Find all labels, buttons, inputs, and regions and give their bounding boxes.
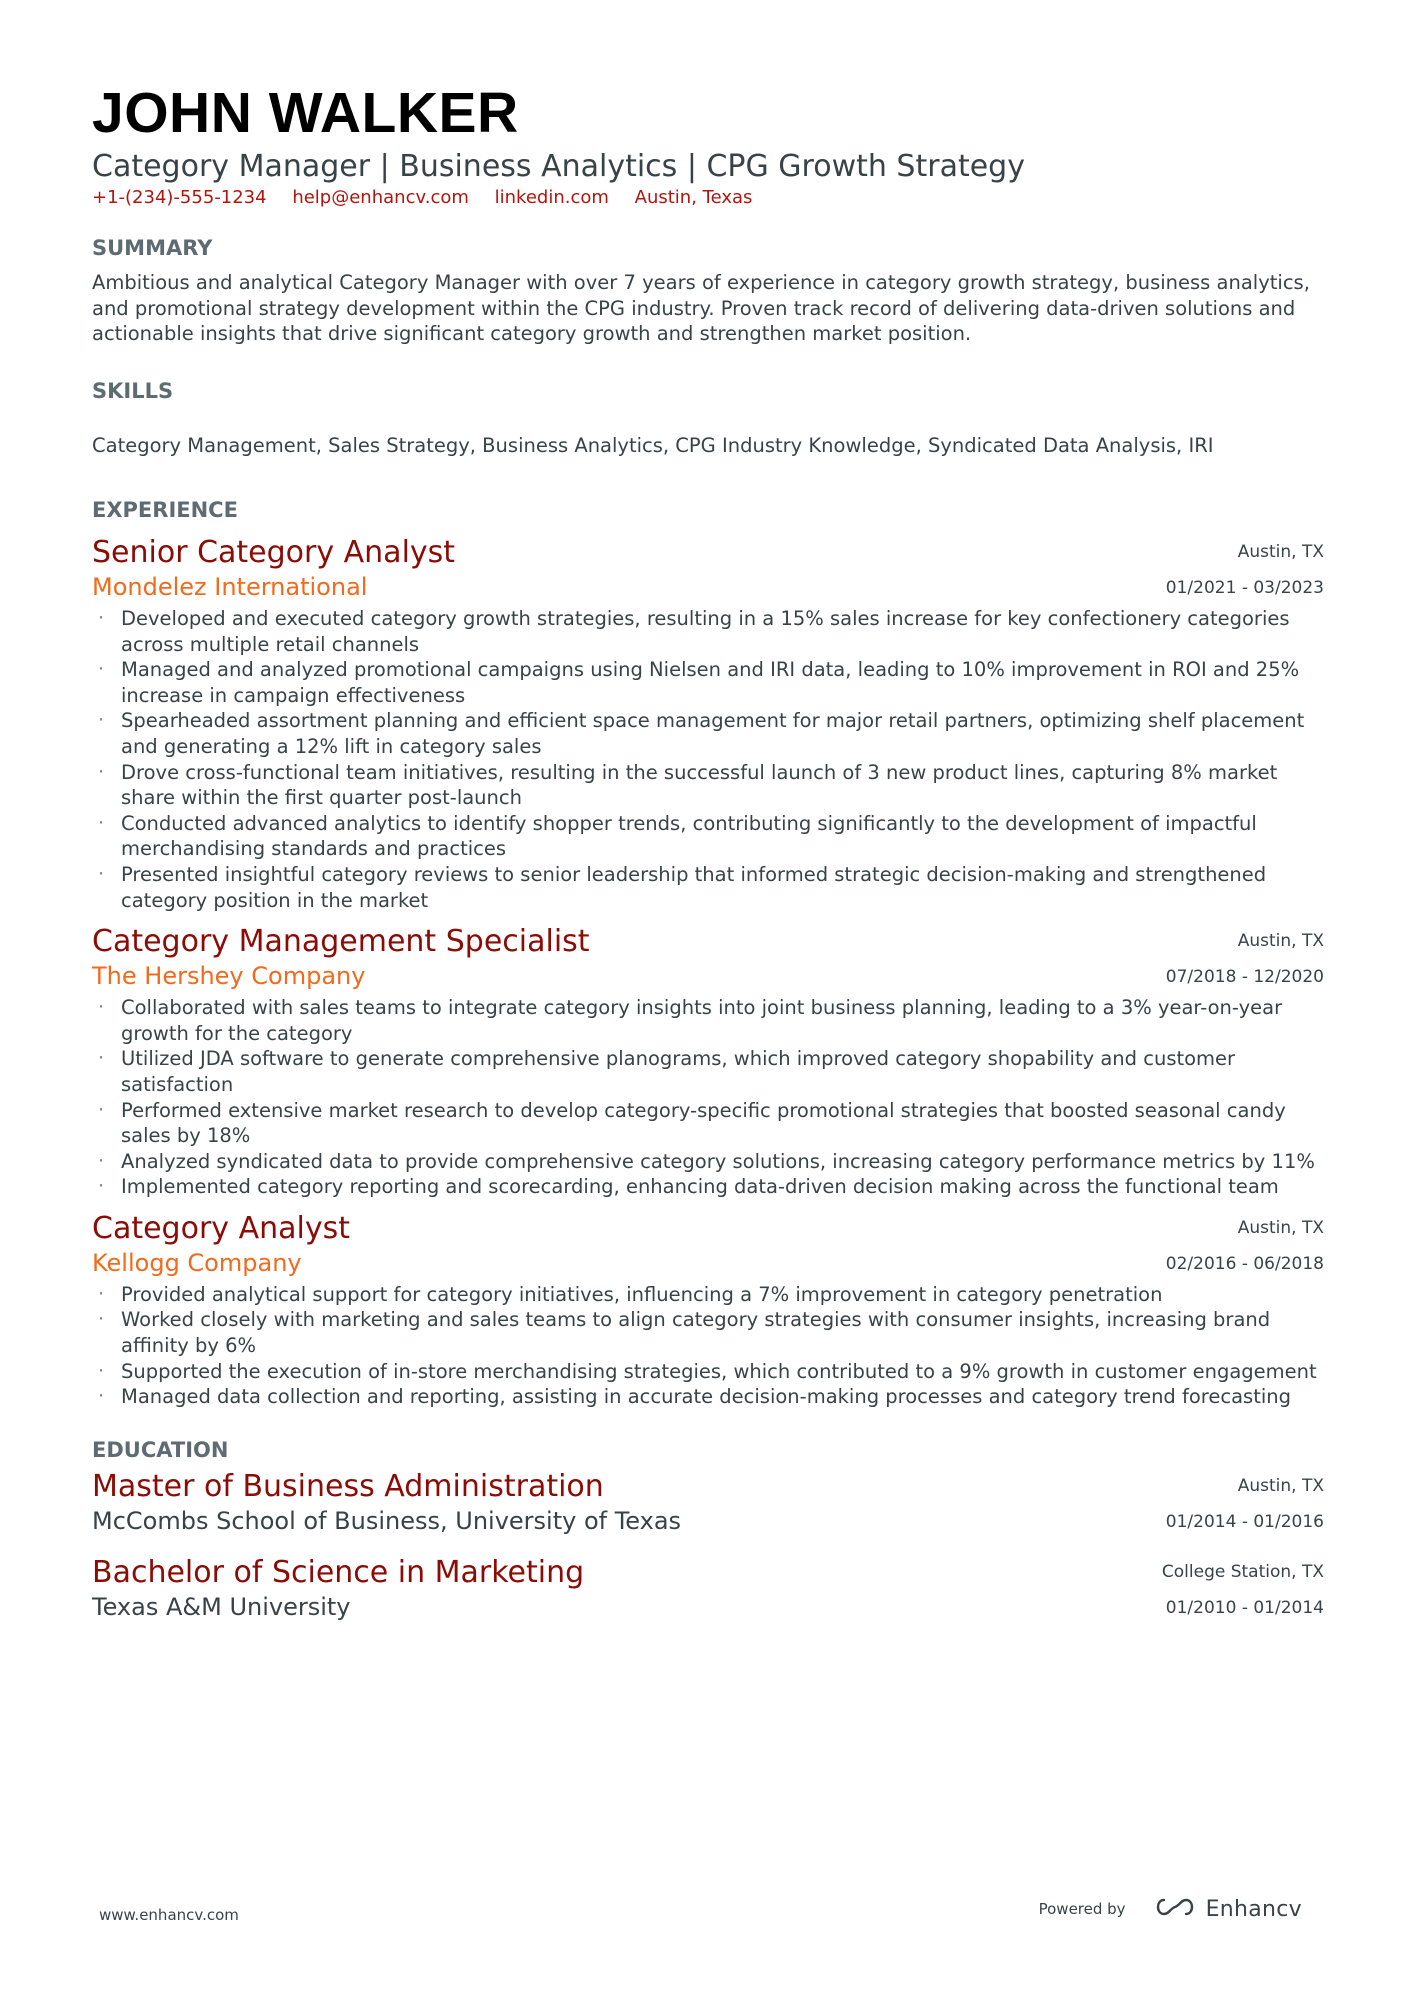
- job-bullets: [92, 995, 1324, 1200]
- bullet-item: · Spearheaded assortment planning and efficient space management for major retail partners, optimizing shelf placement and generating a 12% lift in category sales: [92, 708, 1324, 759]
- job-title: Senior Category Analyst: [92, 535, 456, 570]
- summary-title: SUMMARY: [92, 236, 213, 260]
- bullet-item: · Utilized JDA software to generate comprehensive planograms, which improved category shopability and customer satisfaction: [92, 1046, 1324, 1097]
- degree-title: Bachelor of Science in Marketing: [92, 1554, 585, 1590]
- phone-link[interactable]: +1-(234)-555-1234: [92, 187, 267, 208]
- powered-by: [1039, 1896, 1302, 1922]
- bullet-item: · Managed and analyzed promotional campaigns using Nielsen and IRI data, leading to 10% improvement in ROI and 25% increase in campaign effectiveness: [92, 657, 1324, 708]
- education-title: EDUCATION: [92, 1437, 229, 1462]
- job-location: Austin, TX: [1237, 542, 1324, 562]
- education-location: College Station, TX: [1161, 1561, 1324, 1582]
- brand-name: Enhancv: [1205, 1896, 1302, 1922]
- job-entry: [92, 534, 1324, 913]
- bullet-item: · Collaborated with sales teams to integrate category insights into joint business planning, leading to a 3% year-on-year growth for the category: [92, 995, 1324, 1046]
- job-entry: [92, 923, 1324, 1200]
- job-dates: 01/2021 - 03/2023: [1165, 578, 1324, 598]
- degree-title: Master of Business Administration: [92, 1468, 604, 1504]
- skills-title: SKILLS: [92, 378, 174, 403]
- bullet-item: · Conducted advanced analytics to identify shopper trends, contributing significantly to the development of impactful merchandising standards and practices: [92, 811, 1324, 862]
- summary-section: [92, 234, 1324, 347]
- education-dates: 01/2010 - 01/2014: [1165, 1597, 1324, 1618]
- job-title: Category Management Specialist: [92, 924, 590, 960]
- bullet-item: · Drove cross-functional team initiatives, resulting in the successful launch of 3 new product lines, capturing 8% market share within the first quarter post-launch: [92, 760, 1324, 811]
- education-meta: [1166, 1468, 1324, 1540]
- job-meta: [1166, 1210, 1324, 1282]
- school-name: Texas A&M University: [92, 1592, 351, 1621]
- job-title: Category Analyst: [92, 1210, 350, 1246]
- bullet-item: · Implemented category reporting and scorecarding, enhancing data-driven decision making across the functional team: [92, 1174, 1324, 1200]
- email-link[interactable]: help@enhancv.com: [292, 187, 469, 208]
- education-entry: [92, 1554, 1324, 1622]
- job-location: Austin, TX: [1237, 931, 1324, 952]
- linkedin-link[interactable]: linkedin.com: [494, 187, 609, 208]
- education-meta: [1162, 1554, 1324, 1626]
- skills-text: Category Management, Sales Strategy, Business Analytics, CPG Industry Knowledge, Syndicated Data Analysis, IRI: [92, 433, 1214, 457]
- bullet-item: · Managed data collection and reporting, assisting in accurate decision-making processes and category trend forecasting: [92, 1384, 1324, 1410]
- job-bullets: [92, 1282, 1324, 1410]
- experience-section: [92, 496, 1324, 1410]
- company-name: Kellogg Company: [92, 1248, 302, 1277]
- candidate-name: JOHN WALKER: [92, 81, 519, 145]
- footer-website-link[interactable]: www.enhancv.com: [99, 1906, 239, 1924]
- enhancv-logo-icon: [1152, 1896, 1198, 1922]
- contact-bar: [92, 186, 1324, 210]
- headline: Category Manager | Business Analytics | CPG Growth Strategy: [92, 149, 1025, 184]
- bullet-item: · Provided analytical support for category initiatives, influencing a 7% improvement in category penetration: [92, 1282, 1324, 1308]
- bullet-item: · Supported the execution of in-store merchandising strategies, which contributed to a 9% growth in customer engagement: [92, 1359, 1324, 1385]
- bullet-item: · Presented insightful category reviews to senior leadership that informed strategic decision-making and strengthened category position in the market: [92, 862, 1324, 913]
- job-meta: [1166, 534, 1324, 606]
- education-section: [92, 1436, 1324, 1622]
- job-entry: [92, 1210, 1324, 1410]
- resume-page: [92, 78, 1324, 1622]
- summary-text: Ambitious and analytical Category Manager with over 7 years of experience in category growth strategy, business analytics, and promotional strategy development within the CPG industry. Proven track record of delivering data-driven solutions and actionable insights that drive significant category growth and strengthen market position.: [92, 271, 1310, 345]
- job-dates: 07/2018 - 12/2020: [1165, 967, 1324, 988]
- education-dates: 01/2014 - 01/2016: [1165, 1511, 1324, 1532]
- job-meta: [1166, 923, 1324, 995]
- bullet-item: · Analyzed syndicated data to provide comprehensive category solutions, increasing category performance metrics by 11%: [92, 1149, 1324, 1175]
- location-text: Austin, Texas: [634, 187, 753, 208]
- bullet-item: · Developed and executed category growth strategies, resulting in a 15% sales increase for key confectionery categories across multiple retail channels: [92, 606, 1324, 657]
- experience-title: EXPERIENCE: [92, 498, 238, 522]
- education-location: Austin, TX: [1237, 1475, 1324, 1496]
- bullet-item: · Worked closely with marketing and sales teams to align category strategies with consumer insights, increasing brand affinity by 6%: [92, 1307, 1324, 1358]
- job-bullets: [92, 606, 1324, 913]
- skills-section: [92, 377, 1324, 459]
- education-entry: [92, 1468, 1324, 1536]
- powered-by-label: Powered by: [1038, 1900, 1126, 1918]
- school-name: McCombs School of Business, University of Texas: [92, 1506, 682, 1535]
- bullet-item: · Performed extensive market research to develop category-specific promotional strategies that boosted seasonal candy sales by 18%: [92, 1098, 1324, 1149]
- company-name: Mondelez International: [92, 573, 368, 601]
- company-name: The Hershey Company: [92, 962, 366, 991]
- job-location: Austin, TX: [1237, 1217, 1324, 1238]
- job-dates: 02/2016 - 06/2018: [1165, 1253, 1324, 1274]
